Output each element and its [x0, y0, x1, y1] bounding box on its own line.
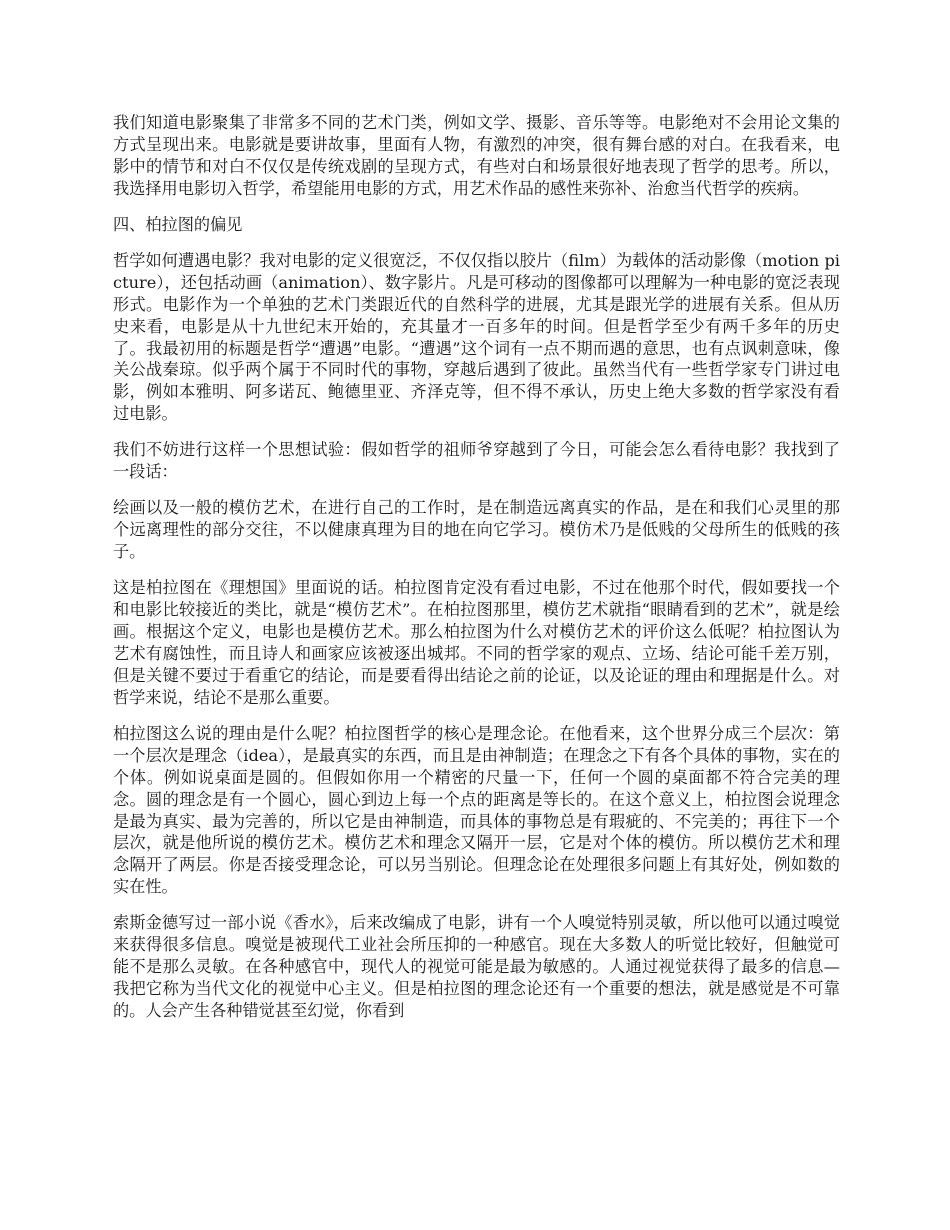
paragraph-thought-experiment: 我们不妨进行这样一个思想试验：假如哲学的祖师爷穿越到了今日，可能会怎么看待电影？我找到了一段话：: [113, 440, 840, 482]
paragraph-republic-commentary: 这是柏拉图在《理想国》里面说的话。柏拉图肯定没有看过电影，不过在他那个时代，假如要找一个和电影比较接近的类比，就是“模仿艺术”。在柏拉图那里，模仿艺术就指“眼睛看到的艺术”，就是绘画。根据这个定义，电影也是模仿艺术。那么柏拉图为什么对模仿艺术的评价这么低呢？柏拉图认为艺术有腐蚀性，而且诗人和画家应该被逐出城邦。不同的哲学家的观点、立场、结论可能千差万别，但是关键不要过于看重它的结论，而是要看得出结论之前的论证，以及论证的理由和理据是什么。对哲学来说，结论不是那么重要。: [113, 578, 840, 707]
paragraph-film-arts: 我们知道电影聚集了非常多不同的艺术门类，例如文学、摄影、音乐等等。电影绝对不会用论文集的方式呈现出来。电影就是要讲故事，里面有人物，有激烈的冲突，很有舞台感的对白。在我看来，电影中的情节和对白不仅仅是传统戏剧的呈现方式，有些对白和场景很好地表现了哲学的思考。所以，我选择用电影切入哲学，希望能用电影的方式，用艺术作品的感性来弥补、治愈当代哲学的疾病。: [113, 113, 840, 198]
paragraph-plato-quote: 绘画以及一般的模仿艺术，在进行自己的工作时，是在制造远离真实的作品，是在和我们心灵里的那个远离理性的部分交往，不以健康真理为目的地在向它学习。模仿术乃是低贱的父母所生的低贱的孩子。: [113, 498, 840, 562]
paragraph-perfume-senses: 索斯金德写过一部小说《香水》，后来改编成了电影，讲有一个人嗅觉特别灵敏，所以他可以通过嗅觉来获得很多信息。嗅觉是被现代工业社会所压抑的一种感官。现在大多数人的听觉比较好，但触觉可能不是那么灵敏。在各种感官中，现代人的视觉可能是最为敏感的。人通过视觉获得了最多的信息—我把它称为当代文化的视觉中心主义。但是柏拉图的理念论还有一个重要的想法，就是感觉是不可靠的。人会产生各种错觉甚至幻觉，你看到: [113, 913, 840, 1020]
paragraph-philosophy-meets-film: 哲学如何遭遇电影？我对电影的定义很宽泛，不仅仅指以胶片（film）为载体的活动影像（motion picture），还包括动画（animation）、数字影片。凡是可移动的图像都可以理解为一种电影的宽泛表现形式。电影作为一个单独的艺术门类跟近代的自然科学的进展，尤其是跟光学的进展有关系。但从历史来看，电影是从十九世纪末开始的，充其量才一百多年的时间。但是哲学至少有两千多年的历史了。我最初用的标题是哲学“遭遇”电影。“遭遇”这个词有一点不期而遇的意思，也有点讽刺意味，像关公战秦琼。似乎两个属于不同时代的事物，穿越后遇到了彼此。虽然当代有一些哲学家专门讲过电影，例如本雅明、阿多诺瓦、鲍德里亚、齐泽克等，但不得不承认，历史上绝大多数的哲学家没有看过电影。: [113, 250, 840, 424]
document-body: [113, 112, 840, 1036]
paragraph-theory-of-forms: 柏拉图这么说的理由是什么呢？柏拉图哲学的核心是理念论。在他看来，这个世界分成三个层次：第一个层次是理念（idea），是最真实的东西，而且是由神制造；在理念之下有各个具体的事物，实在的个体。例如说桌面是圆的。但假如你用一个精密的尺量一下，任何一个圆的桌面都不符合完美的理念。圆的理念是有一个圆心，圆心到边上每一个点的距离是等长的。在这个意义上，柏拉图会说理念是最为真实、最为完善的，所以它是由神制造，而具体的事物总是有瑕疵的、不完美的；再往下一个层次，就是他所说的模仿艺术。模仿艺术和理念又隔开一层，它是对个体的模仿。所以模仿艺术和理念隔开了两层。你是否接受理念论，可以另当别论。但理念论在处理很多问题上有其好处，例如数的实在性。: [113, 723, 840, 897]
section-heading-plato-bias: 四、柏拉图的偏见: [113, 214, 243, 234]
